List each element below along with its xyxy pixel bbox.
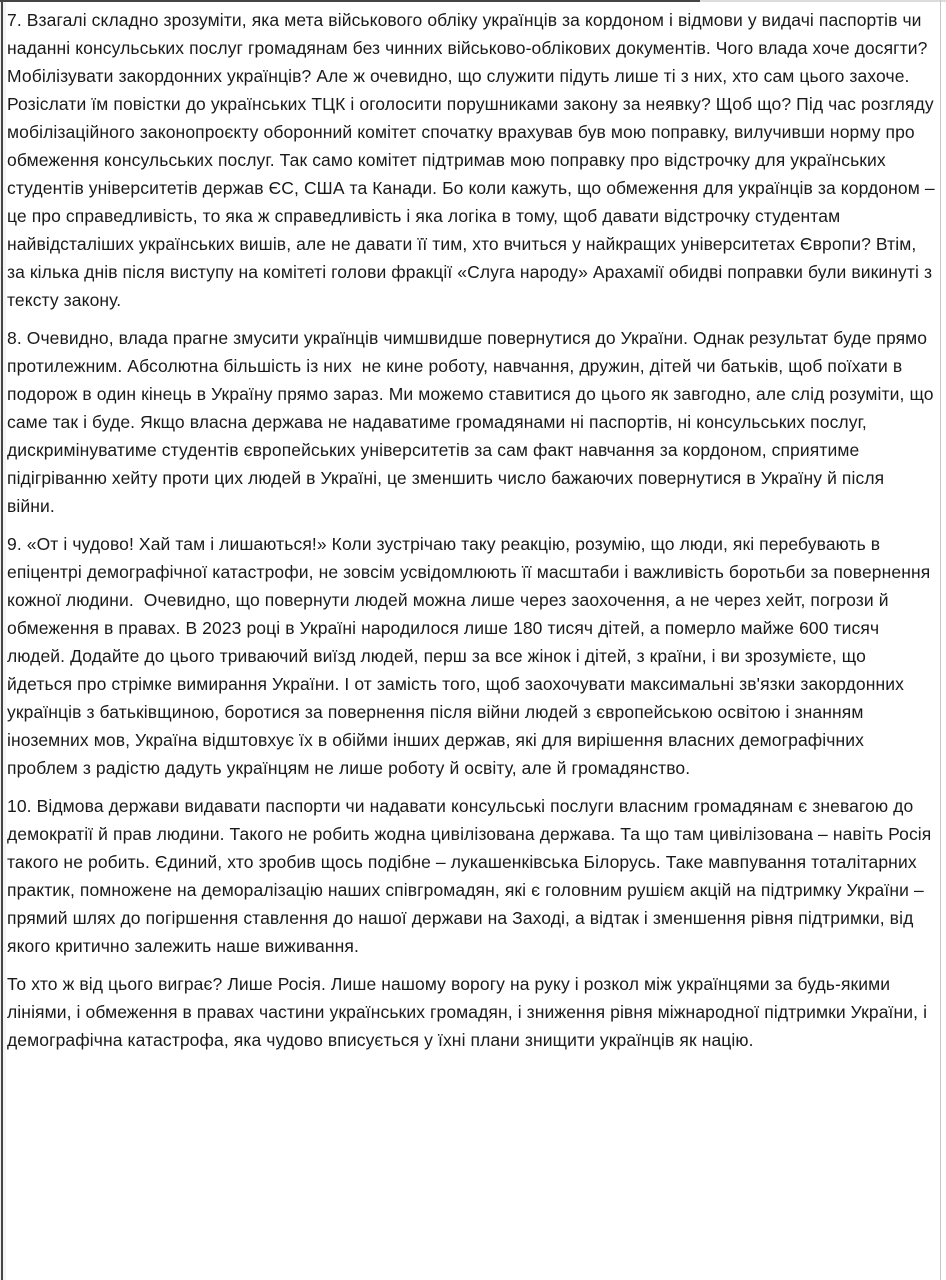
paragraph-10: 10. Відмова держави видавати паспорти чи надавати консульські послуги власним громадянам є зневагою до демократії й прав людини. Такого не робить жодна цивілізована держава. Та що там цивілізована – навіть Росія такого не робить. Єдиний, хто зробив щось подібне – лукашенківська Білорусь. Таке мавпування тоталітарних практик, помножене на деморалізацію наших співгромадян, які є головним рушієм акцій на підтримку України – прямий шлях до погіршення ставлення до нашої держави на Заході, а відтак і зменшення рівня підтримки, від якого критично залежить наше виживання.: [7, 796, 937, 956]
paragraph-7: 7. Взагалі складно зрозуміти, яка мета військового обліку українців за кордоном і відмови у видачі паспортів чи наданні консульських послуг громадянам без чинних військово-облікових документів. Чого влада хоче досягти? Мобілізувати закордонних українців? Але ж очевидно, що служити підуть лише ті з них, хто сам цього захоче. Розіслати їм повістки до українських ТЦК і оголосити порушниками закону за неявку? Щоб що? Під час розгляду мобілізаційного законопроєкту оборонний комітет спочатку врахував був мою поправку, вилучивши норму про обмеження консульських послуг. Так само комітет підтримав мою поправку про відстрочку для українських студентів університетів держав ЄС, США та Канади. Бо коли кажуть, що обмеження для українців за кордоном – це про справедливість, то яка ж справедливість і яка логіка в тому, щоб давати відстрочку студентам найвідсталіших українських вишів, але не давати її тим, хто вчиться у найкращих університетах Європи? Втім, за кілька днів після виступу на комітеті голови фракції «Слуга народу» Арахамії обидві поправки були викинуті з тексту закону.: [7, 10, 940, 310]
left-edge-outer-line: [0, 0, 1, 1280]
left-edge-inner-strip: [3, 0, 6, 1280]
top-edge-dark-line: [0, 0, 700, 2]
document-body: [7, 6, 940, 1064]
paragraph-8: 8. Очевидно, влада прагне змусити українців чимшвидше повернутися до України. Однак результат буде прямо протилежним. Абсолютна більшість із них не кине роботу, навчання, дружин, дітей чи батьків, щоб поїхати в подорож в один кінець в Україну прямо зараз. Ми можемо ставитися до цього як завгодно, але слід розуміти, що саме так і буде. Якщо власна держава не надаватиме громадянами ні паспортів, ні консульських послуг, дискримінуватиме студентів європейських університетів за сам факт навчання за кордоном, сприятиме підігріванню хейту проти цих людей в Україні, це зменшить число бажаючих повернутися в Україну й після війни.: [7, 328, 939, 516]
closing-paragraph: То хто ж від цього виграє? Лише Росія. Лише нашому ворогу на руку і розкол між українцями за будь-якими лініями, і обмеження в правах частини українських громадян, і зниження рівня міжнародної підтримки України, і демографічна катастрофа, яка чудово вписується у їхні плани знищити українців як націю.: [7, 974, 933, 1050]
left-edge-dark-line: [1, 0, 3, 1280]
top-edge-light-line: [700, 0, 946, 2]
paragraph-9: 9. «От і чудово! Хай там і лишаються!» Коли зустрічаю таку реакцію, розумію, що люди, які перебувають в епіцентрі демографічної катастрофи, не зовсім усвідомлюють її масштаби і важливість боротьби за повернення кожної людини. Очевидно, що повернути людей можна лише через заохочення, а не через хейт, погрози й обмеження в правах. В 2023 році в Україні народилося лише 180 тисяч дітей, а померло майже 600 тисяч людей. Додайте до цього триваючий виїзд людей, перш за все жінок і дітей, з країни, і ви зрозумієте, що йдеться про стрімке вимирання України. І от замість того, щоб заохочувати максимальні зв'язки закордонних українців з батьківщиною, боротися за повернення після війни людей з європейською освітою і знанням іноземних мов, Україна відштовхує їх в обійми інших держав, які для вирішення власних демографічних проблем з радістю дадуть українцям не лише роботу й освіту, але й громадянство.: [7, 534, 936, 778]
right-edge-line: [940, 0, 941, 1280]
